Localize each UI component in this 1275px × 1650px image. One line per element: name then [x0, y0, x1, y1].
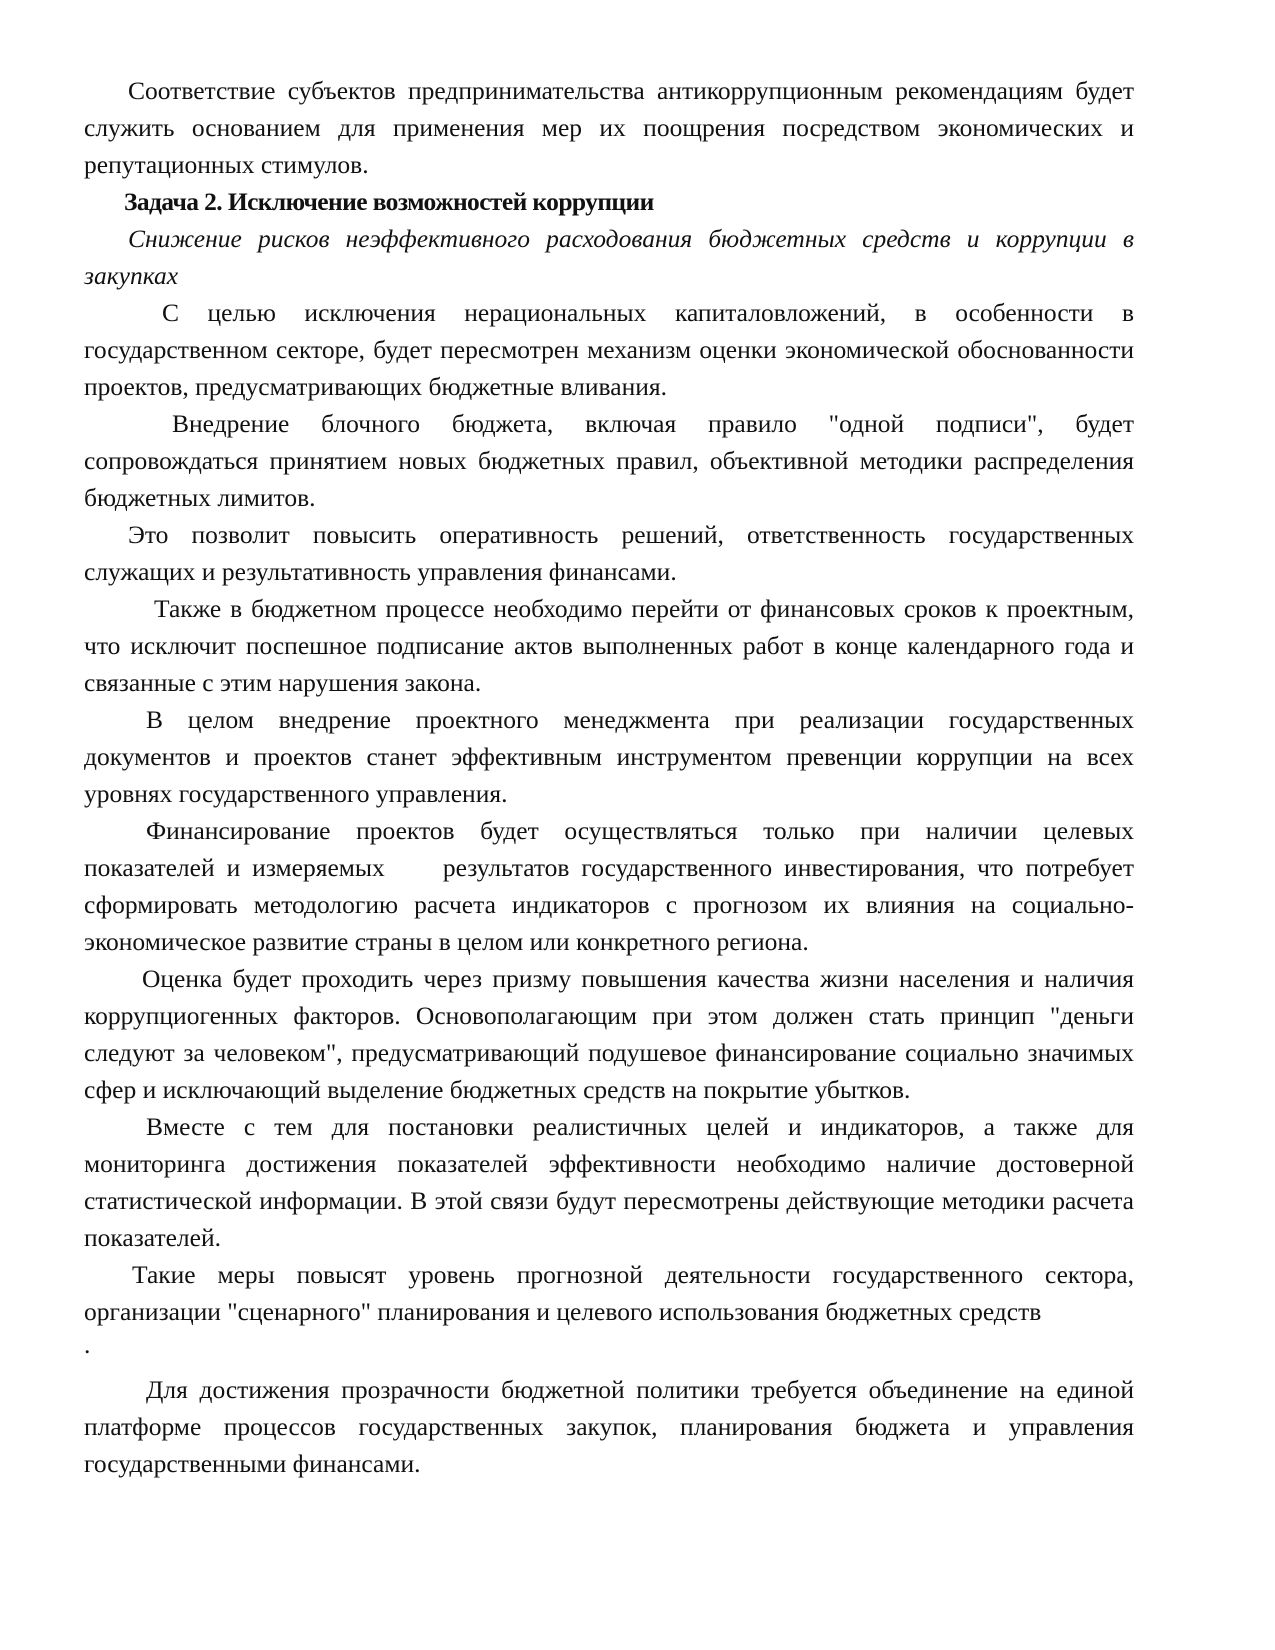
paragraph-project-financing-part1: Финансирование проектов будет осуществляться только при наличии целевых показателей и измеряемых	[84, 816, 1134, 882]
paragraph-project-management: В целом внедрение проектного менеджмента при реализации государственных документов и проектов станет эффективным инструментом превенции коррупции на всех уровнях государственного управления.	[84, 705, 1134, 808]
section-heading-task-2: Задача 2. Исключение возможностей коррупции	[124, 187, 654, 216]
document-page	[84, 72, 1134, 1482]
stray-period: .	[84, 1330, 91, 1359]
paragraph-assessment: Оценка будет проходить через призму повышения качества жизни населения и наличия коррупциогенных факторов. Основополагающим при этом должен стать принцип "деньги следуют за человеком", предусматривающий подушевое финансирование социально значимых сфер и исключающий выделение бюджетных средств на покрытие убытков.	[84, 964, 1134, 1104]
paragraph-budget-process: Также в бюджетном процессе необходимо перейти от финансовых сроков к проектным, что исключит поспешное подписание актов выполненных работ в конце календарного года и связанные с этим нарушения закона.	[84, 594, 1134, 697]
paragraph-project-financing-part2: результатов государственного инвестирования, что потребует сформировать методологию расчета индикаторов с прогнозом их влияния на социально-экономическое развитие страны в целом или конкретного региона.	[84, 853, 1134, 956]
paragraph-capital-investments: С целью исключения нерациональных капиталовложений, в особенности в государственном секторе, будет пересмотрен механизм оценки экономической обоснованности проектов, предусматривающих бюджетные вливания.	[84, 298, 1134, 401]
paragraph-efficiency: Это позволит повысить оперативность решений, ответственность государственных служащих и результативность управления финансами.	[84, 520, 1134, 586]
paragraph-block-budget: Внедрение блочного бюджета, включая правило "одной подписи", будет сопровождаться принятием новых бюджетных правил, объективной методики распределения бюджетных лимитов.	[84, 409, 1134, 512]
paragraph-transparency: Для достижения прозрачности бюджетной политики требуется объединение на единой платформе процессов государственных закупок, планирования бюджета и управления государственными финансами.	[84, 1375, 1134, 1478]
paragraph-statistics: Вместе с тем для постановки реалистичных целей и индикаторов, а также для мониторинга достижения показателей эффективности необходимо наличие достоверной статистической информации. В этой связи будут пересмотрены действующие методики расчета показателей.	[84, 1112, 1134, 1252]
paragraph-project-financing	[84, 812, 1134, 960]
paragraph-forecasting: Такие меры повысят уровень прогнозной деятельности государственного сектора, организации "сценарного" планирования и целевого использования бюджетных средств	[84, 1260, 1134, 1326]
section-subheading: Снижение рисков неэффективного расходования бюджетных средств и коррупции в закупках	[84, 224, 1134, 290]
paragraph-entrepreneurs-compliance: Соответствие субъектов предпринимательства антикоррупционным рекомендациям будет служить основанием для применения мер их поощрения посредством экономических и репутационных стимулов.	[84, 76, 1134, 179]
